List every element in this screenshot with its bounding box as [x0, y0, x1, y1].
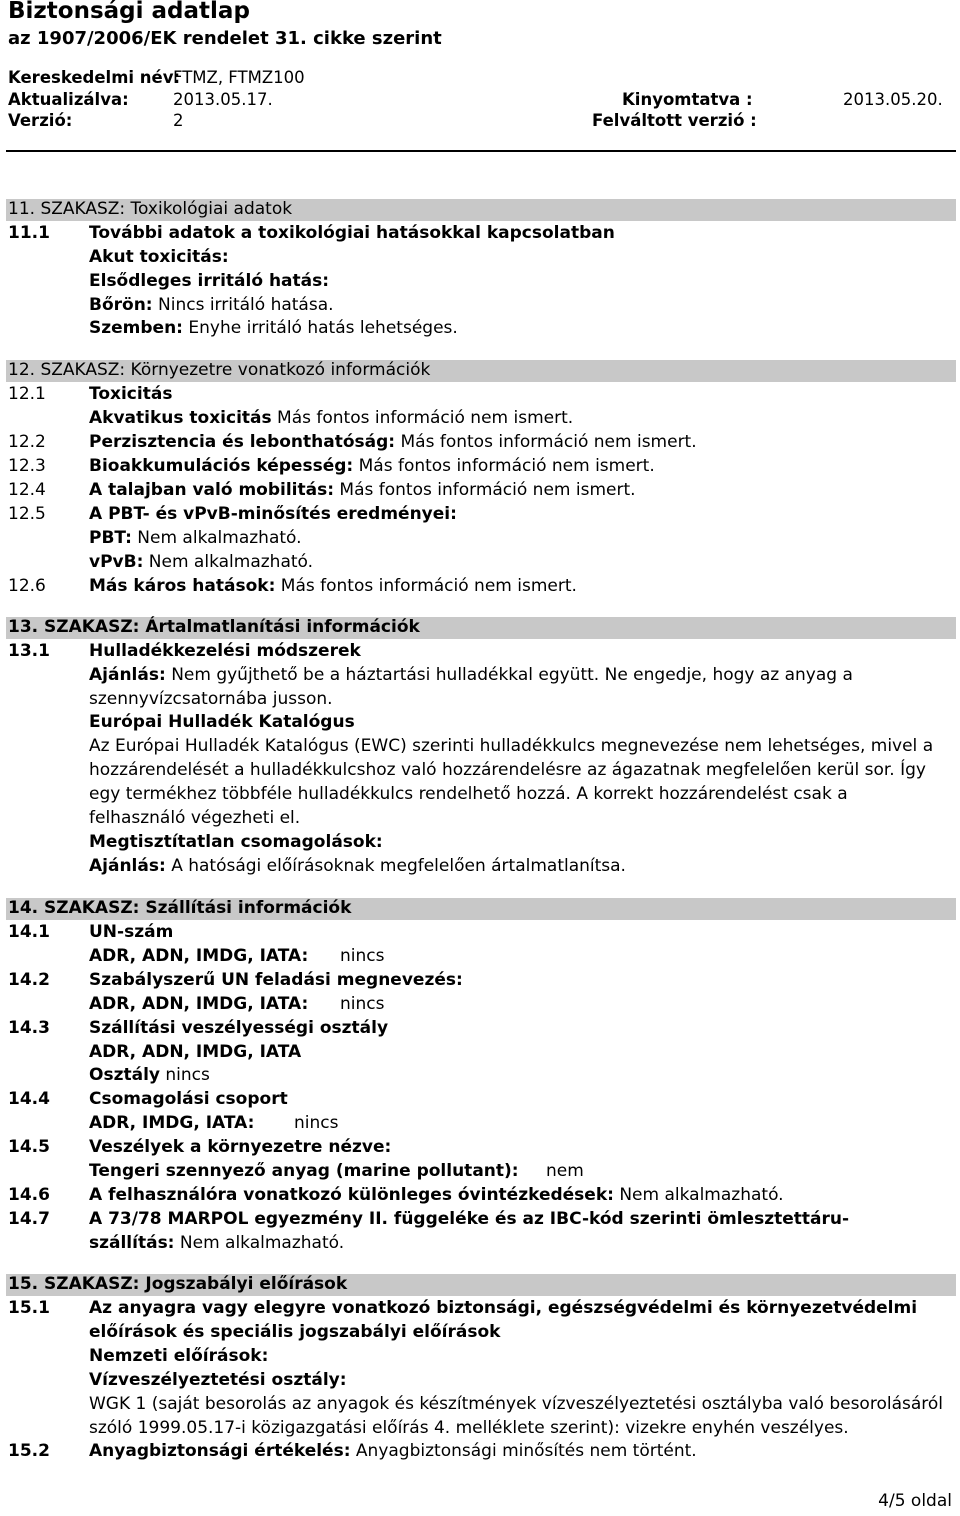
skin-value: Nincs irritáló hatása. [158, 295, 334, 315]
section-15-heading: 15. SZAKASZ: Jogszabályi előírások [8, 1274, 348, 1294]
revised-value: 2013.05.17. [173, 90, 273, 109]
header-divider [6, 150, 956, 152]
s14-3-title: Szállítási veszélyességi osztály [89, 1018, 389, 1038]
s15-2-line [89, 1440, 697, 1464]
packaging-label: Ajánlás: [89, 856, 166, 876]
ewc-heading: Európai Hulladék Katalógus [89, 712, 355, 732]
s12-2-line [89, 431, 697, 455]
recommendation-text-2: szennyvízcsatornába jusson. [89, 689, 333, 709]
skin-label: Bőrön: [89, 295, 153, 315]
s12-2-value: Más fontos információ nem ismert. [400, 432, 697, 452]
s14-4-number: 14.4 [8, 1089, 50, 1109]
pbt-line [89, 527, 302, 551]
ewc-text-4: felhasználó végezheti el. [89, 808, 301, 828]
s12-2-number: 12.2 [8, 432, 46, 452]
s14-6-value: Nem alkalmazható. [619, 1185, 784, 1205]
s14-1-modes-label: ADR, ADN, IMDG, IATA: [89, 946, 309, 966]
s12-6-title: Más káros hatások: [89, 576, 276, 596]
printed-value: 2013.05.20. [843, 90, 943, 109]
marine-pollutant-label: Tengeri szennyező anyag (marine pollutant): [89, 1161, 519, 1181]
page-number: 4/5 oldal [878, 1491, 952, 1511]
water-hazard-heading: Vízveszélyeztetési osztály: [89, 1370, 347, 1390]
eye-line [89, 317, 458, 341]
s14-7-line-2 [89, 1232, 344, 1256]
s13-1-title: Hulladékkezelési módszerek [89, 641, 361, 661]
s15-2-number: 15.2 [8, 1441, 50, 1461]
s14-4-title: Csomagolási csoport [89, 1089, 288, 1109]
s15-1-title-1: Az anyagra vagy elegyre vonatkozó biztonsági, egészségvédelmi és környezetvédelmi [89, 1298, 918, 1318]
s12-6-number: 12.6 [8, 576, 46, 596]
version-value: 2 [173, 111, 184, 130]
uncleaned-packaging-heading: Megtisztítatlan csomagolások: [89, 832, 383, 852]
s15-1-number: 15.1 [8, 1298, 50, 1318]
recommendation-text-1: Nem gyűjthető be a háztartási hulladékkal együtt. Ne engedje, hogy az anyag a [171, 665, 853, 685]
trade-name-value: FTMZ, FTMZ100 [173, 68, 305, 87]
s14-4-modes-label: ADR, IMDG, IATA: [89, 1113, 255, 1133]
recommendation-line-1 [89, 664, 853, 688]
s12-3-line [89, 455, 655, 479]
eye-label: Szemben: [89, 318, 183, 338]
s12-5-title: A PBT- és vPvB-minősítés eredményei: [89, 504, 457, 524]
s15-2-value: Anyagbiztonsági minősítés nem történt. [355, 1441, 697, 1461]
s14-1-title: UN-szám [89, 922, 174, 942]
s12-3-number: 12.3 [8, 456, 46, 476]
trade-name-label: Kereskedelmi név: [8, 68, 181, 87]
s12-4-line [89, 479, 636, 503]
section-12-heading: 12. SZAKASZ: Környezetre vonatkozó információk [8, 360, 431, 380]
printed-label: Kinyomtatva : [622, 90, 753, 109]
class-line [89, 1064, 210, 1088]
s12-4-number: 12.4 [8, 480, 46, 500]
s12-5-number: 12.5 [8, 504, 46, 524]
aquatic-label: Akvatikus toxicitás [89, 408, 272, 428]
section-11-heading: 11. SZAKASZ: Toxikológiai adatok [8, 199, 293, 219]
vpvb-label: vPvB: [89, 552, 144, 572]
water-hazard-text-2: szóló 1999.05.17-i közigazgatási előírás 4. melléklete szerint): vizekre enyhén veszélyes. [89, 1418, 849, 1438]
s12-3-title: Bioakkumulációs képesség: [89, 456, 354, 476]
marine-pollutant-value: nem [546, 1161, 584, 1181]
s14-5-title: Veszélyek a környezetre nézve: [89, 1137, 392, 1157]
aquatic-value: Más fontos információ nem ismert. [277, 408, 574, 428]
s14-6-line [89, 1184, 784, 1208]
revised-label: Aktualizálva: [8, 90, 129, 109]
s14-2-number: 14.2 [8, 970, 50, 990]
section-13-heading: 13. SZAKASZ: Ártalmatlanítási információk [8, 617, 420, 637]
s14-1-number: 14.1 [8, 922, 50, 942]
replaced-version-label: Felváltott verzió : [592, 111, 757, 130]
s12-6-value: Más fontos információ nem ismert. [280, 576, 577, 596]
acute-toxicity-label: Akut toxicitás: [89, 247, 229, 267]
s14-3-modes-label: ADR, ADN, IMDG, IATA [89, 1042, 302, 1062]
s12-1-title: Toxicitás [89, 384, 173, 404]
s14-2-title: Szabályszerű UN feladási megnevezés: [89, 970, 463, 990]
s14-2-modes-value: nincs [340, 994, 385, 1014]
s12-4-value: Más fontos információ nem ismert. [339, 480, 636, 500]
s13-1-number: 13.1 [8, 641, 50, 661]
s14-7-value: Nem alkalmazható. [179, 1233, 345, 1253]
s12-1-number: 12.1 [8, 384, 46, 404]
ewc-text-1: Az Európai Hulladék Katalógus (EWC) szerinti hulladékkulcs megnevezése nem lehetséges, mivel a [89, 736, 934, 756]
s14-7-title-2: szállítás: [89, 1233, 175, 1253]
document-title: Biztonsági adatlap [8, 0, 250, 24]
s12-6-line [89, 575, 577, 599]
water-hazard-text-1: WGK 1 (saját besorolás az anyagok és készítmények vízveszélyeztetési osztályba való besorolásáról [89, 1394, 944, 1414]
pbt-value: Nem alkalmazható. [137, 528, 302, 548]
document-subtitle: az 1907/2006/EK rendelet 31. cikke szerint [8, 28, 442, 49]
section-14-heading: 14. SZAKASZ: Szállítási információk [8, 898, 352, 918]
s14-1-modes-value: nincs [340, 946, 385, 966]
s12-3-value: Más fontos információ nem ismert. [358, 456, 655, 476]
aquatic-toxicity-line [89, 407, 573, 431]
s15-2-title: Anyagbiztonsági értékelés: [89, 1441, 351, 1461]
s12-2-title: Perzisztencia és lebonthatóság: [89, 432, 396, 452]
ewc-text-2: hozzárendelését a hulladékkulcshoz való hozzárendelésre az ágazatnak megfelelően kerül sor. Így [89, 760, 926, 780]
vpvb-value: Nem alkalmazható. [148, 552, 314, 572]
s14-5-number: 14.5 [8, 1137, 50, 1157]
packaging-line [89, 855, 626, 879]
packaging-value: A hatósági előírásoknak megfelelően ártalmatlanítsa. [171, 856, 626, 876]
eye-value: Enyhe irritáló hatás lehetséges. [188, 318, 458, 338]
s14-7-title-1: A 73/78 MARPOL egyezmény II. függeléke és az IBC-kód szerinti ömlesztettáru- [89, 1209, 850, 1229]
ewc-text-3: egy termékhez többféle hulladékkulcs rendelhető hozzá. A korrekt hozzárendelést csak a [89, 784, 848, 804]
vpvb-line [89, 551, 313, 575]
s14-2-modes-label: ADR, ADN, IMDG, IATA: [89, 994, 309, 1014]
recommendation-label: Ajánlás: [89, 665, 166, 685]
class-label: Osztály [89, 1065, 160, 1085]
pbt-label: PBT: [89, 528, 132, 548]
s12-4-title: A talajban való mobilitás: [89, 480, 334, 500]
s11-1-number: 11.1 [8, 223, 50, 243]
version-label: Verzió: [8, 111, 73, 130]
skin-line [89, 294, 334, 318]
s14-4-modes-value: nincs [294, 1113, 339, 1133]
class-value: nincs [165, 1065, 210, 1085]
s14-7-number: 14.7 [8, 1209, 50, 1229]
s14-3-number: 14.3 [8, 1018, 50, 1038]
primary-irritation-label: Elsődleges irritáló hatás: [89, 271, 330, 291]
s11-1-title: További adatok a toxikológiai hatásokkal kapcsolatban [89, 223, 615, 243]
s15-1-title-2: előírások és speciális jogszabályi előírások [89, 1322, 501, 1342]
s14-6-title: A felhasználóra vonatkozó különleges óvintézkedések: [89, 1185, 614, 1205]
s14-6-number: 14.6 [8, 1185, 50, 1205]
national-regulations-heading: Nemzeti előírások: [89, 1346, 269, 1366]
